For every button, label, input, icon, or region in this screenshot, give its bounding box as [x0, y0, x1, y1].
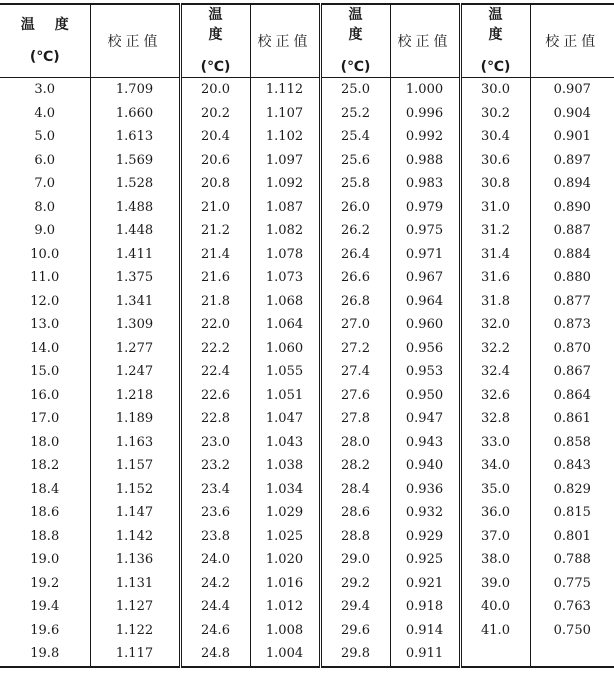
- table-row: [0, 572, 614, 596]
- temperature-cell: 16.0: [30, 387, 60, 403]
- correction-cell: 0.932: [390, 501, 460, 525]
- temperature-cell: 27.6: [320, 384, 390, 408]
- correction-cell: 0.864: [530, 384, 614, 408]
- correction-cell: 1.142: [90, 525, 180, 549]
- correction-cell: 1.488: [90, 196, 180, 220]
- table-row: [0, 78, 614, 102]
- correction-cell: 1.117: [90, 642, 180, 667]
- temperature-cell: 21.6: [180, 266, 250, 290]
- temperature-cell: 24.2: [180, 572, 250, 596]
- correction-cell: 0.904: [530, 102, 614, 126]
- temperature-cell: 39.0: [460, 572, 530, 596]
- correction-label: 校正值: [107, 34, 162, 50]
- table-row: [0, 595, 614, 619]
- correction-cell: 1.051: [250, 384, 320, 408]
- table-row: [0, 243, 614, 267]
- correction-cell: 1.152: [90, 478, 180, 502]
- temperature-cell: 22.6: [180, 384, 250, 408]
- temperature-column-header: [320, 4, 390, 78]
- correction-cell: 0.880: [530, 266, 614, 290]
- temperature-cell: 22.8: [180, 407, 250, 431]
- temperature-cell: 18.8: [30, 528, 60, 544]
- temperature-cell: 20.6: [180, 149, 250, 173]
- temperature-cell: 20.4: [180, 125, 250, 149]
- temperature-cell: 18.2: [30, 458, 60, 474]
- table-row: [0, 196, 614, 220]
- correction-cell: 0.975: [390, 219, 460, 243]
- correction-cell: 1.004: [250, 642, 320, 667]
- temperature-cell: 25.6: [320, 149, 390, 173]
- correction-cell: 1.157: [90, 454, 180, 478]
- table-row: [0, 478, 614, 502]
- temperature-cell: 19.4: [30, 599, 60, 615]
- temperature-cell: 26.6: [320, 266, 390, 290]
- correction-cell: [530, 642, 614, 667]
- correction-cell: 0.911: [390, 642, 460, 667]
- temperature-cell: 20.2: [180, 102, 250, 126]
- correction-cell: 0.953: [390, 360, 460, 384]
- temperature-cell: 26.8: [320, 290, 390, 314]
- correction-cell: 1.034: [250, 478, 320, 502]
- correction-cell: 0.897: [530, 149, 614, 173]
- temperature-cell: 23.8: [180, 525, 250, 549]
- temperature-cell: 18.0: [30, 434, 60, 450]
- correction-cell: 0.921: [390, 572, 460, 596]
- correction-cell: 0.943: [390, 431, 460, 455]
- temperature-cell: 7.0: [34, 176, 56, 192]
- temperature-cell: 23.2: [180, 454, 250, 478]
- correction-cell: 0.940: [390, 454, 460, 478]
- temperature-cell: 27.4: [320, 360, 390, 384]
- correction-cell: 0.877: [530, 290, 614, 314]
- table-row: [0, 501, 614, 525]
- correction-cell: 1.122: [90, 619, 180, 643]
- temperature-unit: (℃): [480, 59, 511, 75]
- temperature-cell: 13.0: [30, 317, 60, 333]
- correction-cell: 1.569: [90, 149, 180, 173]
- correction-cell: 1.709: [90, 78, 180, 102]
- correction-cell: 1.613: [90, 125, 180, 149]
- temperature-cell: 22.4: [180, 360, 250, 384]
- correction-cell: 1.448: [90, 219, 180, 243]
- correction-cell: 1.060: [250, 337, 320, 361]
- correction-cell: 1.147: [90, 501, 180, 525]
- correction-cell: 0.929: [390, 525, 460, 549]
- correction-cell: 0.907: [530, 78, 614, 102]
- correction-cell: 0.956: [390, 337, 460, 361]
- correction-cell: 0.750: [530, 619, 614, 643]
- correction-cell: 0.873: [530, 313, 614, 337]
- temperature-cell: [460, 642, 530, 667]
- table-row: [0, 619, 614, 643]
- temperature-cell: 36.0: [460, 501, 530, 525]
- correction-cell: 1.375: [90, 266, 180, 290]
- temperature-cell: 26.0: [320, 196, 390, 220]
- table-row: [0, 172, 614, 196]
- temperature-cell: 32.8: [460, 407, 530, 431]
- correction-cell: 0.801: [530, 525, 614, 549]
- table-row: [0, 125, 614, 149]
- correction-cell: 0.887: [530, 219, 614, 243]
- temperature-cell: 19.8: [0, 642, 90, 667]
- temperature-unit: (℃): [29, 49, 60, 65]
- correction-cell: 0.763: [530, 595, 614, 619]
- correction-cell: 1.008: [250, 619, 320, 643]
- temperature-cell: 22.2: [180, 337, 250, 361]
- table-body: [0, 78, 614, 667]
- temperature-cell: 33.0: [460, 431, 530, 455]
- temperature-cell: 9.0: [34, 223, 56, 239]
- temperature-cell: 31.4: [460, 243, 530, 267]
- correction-cell: 1.082: [250, 219, 320, 243]
- table-row: [0, 337, 614, 361]
- correction-cell: 0.996: [390, 102, 460, 126]
- correction-cell: 1.087: [250, 196, 320, 220]
- correction-cell: 0.983: [390, 172, 460, 196]
- temperature-label: 温度: [348, 7, 383, 43]
- temperature-cell: 29.4: [320, 595, 390, 619]
- temperature-cell: 24.0: [180, 548, 250, 572]
- table-row: [0, 149, 614, 173]
- correction-cell: 1.247: [90, 360, 180, 384]
- table-row: [0, 525, 614, 549]
- correction-column-header: [530, 4, 614, 78]
- table-row: [0, 102, 614, 126]
- correction-cell: 0.890: [530, 196, 614, 220]
- temperature-cell: 3.0: [34, 82, 56, 98]
- correction-cell: 0.788: [530, 548, 614, 572]
- temperature-cell: 30.2: [460, 102, 530, 126]
- table-row: [0, 642, 614, 667]
- table-row: [0, 384, 614, 408]
- table-row: [0, 548, 614, 572]
- correction-cell: 1.107: [250, 102, 320, 126]
- correction-cell: 1.073: [250, 266, 320, 290]
- correction-cell: 1.092: [250, 172, 320, 196]
- temperature-cell: 20.8: [180, 172, 250, 196]
- temperature-cell: 23.0: [180, 431, 250, 455]
- correction-cell: 1.043: [250, 431, 320, 455]
- correction-cell: 1.078: [250, 243, 320, 267]
- temperature-column-header: [0, 4, 90, 78]
- temperature-cell: 24.6: [180, 619, 250, 643]
- correction-cell: 0.867: [530, 360, 614, 384]
- temperature-cell: 10.0: [30, 246, 60, 262]
- table-header: [0, 4, 614, 78]
- temperature-cell: 24.8: [180, 642, 250, 667]
- temperature-cell: 26.4: [320, 243, 390, 267]
- temperature-column-header: [460, 4, 530, 78]
- temperature-cell: 31.8: [460, 290, 530, 314]
- correction-cell: 0.901: [530, 125, 614, 149]
- temperature-cell: 29.8: [320, 642, 390, 667]
- temperature-cell: 25.2: [320, 102, 390, 126]
- temperature-cell: 32.2: [460, 337, 530, 361]
- temperature-cell: 24.4: [180, 595, 250, 619]
- temperature-cell: 41.0: [460, 619, 530, 643]
- correction-cell: 1.189: [90, 407, 180, 431]
- correction-cell: 1.068: [250, 290, 320, 314]
- temperature-cell: 28.2: [320, 454, 390, 478]
- temperature-cell: 17.0: [30, 411, 60, 427]
- correction-cell: 0.914: [390, 619, 460, 643]
- correction-cell: 1.020: [250, 548, 320, 572]
- temperature-cell: 30.0: [460, 78, 530, 102]
- temperature-cell: 29.2: [320, 572, 390, 596]
- temperature-cell: 20.0: [180, 78, 250, 102]
- correction-cell: 1.097: [250, 149, 320, 173]
- temperature-cell: 31.0: [460, 196, 530, 220]
- temperature-cell: 8.0: [34, 199, 56, 215]
- temperature-cell: 38.0: [460, 548, 530, 572]
- table-row: [0, 266, 614, 290]
- temperature-cell: 26.2: [320, 219, 390, 243]
- temperature-cell: 30.6: [460, 149, 530, 173]
- table-row: [0, 219, 614, 243]
- correction-cell: 1.112: [250, 78, 320, 102]
- correction-cell: 1.012: [250, 595, 320, 619]
- correction-cell: 1.309: [90, 313, 180, 337]
- table-row: [0, 313, 614, 337]
- correction-cell: 1.528: [90, 172, 180, 196]
- correction-cell: 1.660: [90, 102, 180, 126]
- temperature-cell: 18.4: [30, 481, 60, 497]
- temperature-unit: (℃): [200, 59, 231, 75]
- temperature-cell: 37.0: [460, 525, 530, 549]
- temperature-cell: 6.0: [34, 152, 56, 168]
- correction-cell: 1.277: [90, 337, 180, 361]
- temperature-label: 温度: [208, 7, 243, 43]
- temperature-cell: 27.8: [320, 407, 390, 431]
- correction-column-header: [390, 4, 460, 78]
- temperature-column-header: [180, 4, 250, 78]
- temperature-cell: 19.6: [30, 622, 60, 638]
- temperature-cell: 21.2: [180, 219, 250, 243]
- temperature-cell: 4.0: [34, 105, 56, 121]
- correction-cell: 0.947: [390, 407, 460, 431]
- temperature-cell: 31.2: [460, 219, 530, 243]
- temperature-unit: (℃): [340, 59, 371, 75]
- correction-cell: 0.861: [530, 407, 614, 431]
- table-row: [0, 290, 614, 314]
- correction-cell: 1.038: [250, 454, 320, 478]
- correction-column-header: [90, 4, 180, 78]
- correction-cell: 1.163: [90, 431, 180, 455]
- temperature-cell: 23.4: [180, 478, 250, 502]
- temperature-cell: 25.4: [320, 125, 390, 149]
- correction-cell: 1.341: [90, 290, 180, 314]
- temperature-cell: 21.0: [180, 196, 250, 220]
- temperature-cell: 19.2: [30, 575, 60, 591]
- correction-cell: 1.047: [250, 407, 320, 431]
- correction-cell: 0.964: [390, 290, 460, 314]
- correction-label: 校正值: [257, 34, 312, 50]
- temperature-cell: 25.0: [320, 78, 390, 102]
- temperature-cell: 30.4: [460, 125, 530, 149]
- temperature-cell: 27.2: [320, 337, 390, 361]
- correction-label: 校正值: [545, 34, 600, 50]
- temperature-cell: 28.4: [320, 478, 390, 502]
- temperature-cell: 21.4: [180, 243, 250, 267]
- correction-cell: 1.218: [90, 384, 180, 408]
- correction-cell: 0.775: [530, 572, 614, 596]
- correction-cell: 1.025: [250, 525, 320, 549]
- table-row: [0, 454, 614, 478]
- correction-cell: 1.064: [250, 313, 320, 337]
- correction-cell: 0.960: [390, 313, 460, 337]
- correction-cell: 1.411: [90, 243, 180, 267]
- temperature-label: 温度: [488, 7, 523, 43]
- temperature-cell: 12.0: [30, 293, 60, 309]
- temperature-cell: 22.0: [180, 313, 250, 337]
- temperature-cell: 31.6: [460, 266, 530, 290]
- correction-cell: 0.843: [530, 454, 614, 478]
- correction-cell: 1.000: [390, 78, 460, 102]
- temperature-cell: 11.0: [30, 270, 60, 286]
- temperature-cell: 30.8: [460, 172, 530, 196]
- table-row: [0, 407, 614, 431]
- correction-cell: 1.136: [90, 548, 180, 572]
- correction-cell: 0.950: [390, 384, 460, 408]
- temperature-cell: 28.6: [320, 501, 390, 525]
- temperature-cell: 19.0: [30, 552, 60, 568]
- correction-cell: 1.102: [250, 125, 320, 149]
- correction-cell: 0.979: [390, 196, 460, 220]
- correction-cell: 1.131: [90, 572, 180, 596]
- correction-cell: 1.016: [250, 572, 320, 596]
- temperature-cell: 35.0: [460, 478, 530, 502]
- correction-cell: 0.870: [530, 337, 614, 361]
- temperature-cell: 32.0: [460, 313, 530, 337]
- correction-cell: 0.967: [390, 266, 460, 290]
- temperature-cell: 29.0: [320, 548, 390, 572]
- correction-cell: 0.829: [530, 478, 614, 502]
- temperature-cell: 25.8: [320, 172, 390, 196]
- temperature-cell: 14.0: [30, 340, 60, 356]
- temperature-cell: 27.0: [320, 313, 390, 337]
- temperature-cell: 34.0: [460, 454, 530, 478]
- table-row: [0, 431, 614, 455]
- table-row: [0, 360, 614, 384]
- temperature-cell: 28.8: [320, 525, 390, 549]
- correction-cell: 0.894: [530, 172, 614, 196]
- correction-cell: 0.884: [530, 243, 614, 267]
- correction-cell: 0.858: [530, 431, 614, 455]
- correction-cell: 1.055: [250, 360, 320, 384]
- temperature-cell: 32.6: [460, 384, 530, 408]
- correction-cell: 0.988: [390, 149, 460, 173]
- temperature-label: 温度: [20, 17, 89, 33]
- temperature-cell: 5.0: [34, 129, 56, 145]
- correction-cell: 0.815: [530, 501, 614, 525]
- temperature-cell: 23.6: [180, 501, 250, 525]
- correction-cell: 0.936: [390, 478, 460, 502]
- correction-cell: 0.918: [390, 595, 460, 619]
- temperature-cell: 32.4: [460, 360, 530, 384]
- temperature-cell: 18.6: [30, 505, 60, 521]
- correction-cell: 0.992: [390, 125, 460, 149]
- temperature-cell: 15.0: [30, 364, 60, 380]
- temperature-cell: 29.6: [320, 619, 390, 643]
- temperature-correction-table: [0, 3, 614, 668]
- temperature-cell: 40.0: [460, 595, 530, 619]
- correction-cell: 0.971: [390, 243, 460, 267]
- correction-cell: 1.029: [250, 501, 320, 525]
- temperature-cell: 28.0: [320, 431, 390, 455]
- correction-label: 校正值: [397, 34, 452, 50]
- temperature-cell: 21.8: [180, 290, 250, 314]
- correction-cell: 1.127: [90, 595, 180, 619]
- correction-cell: 0.925: [390, 548, 460, 572]
- correction-column-header: [250, 4, 320, 78]
